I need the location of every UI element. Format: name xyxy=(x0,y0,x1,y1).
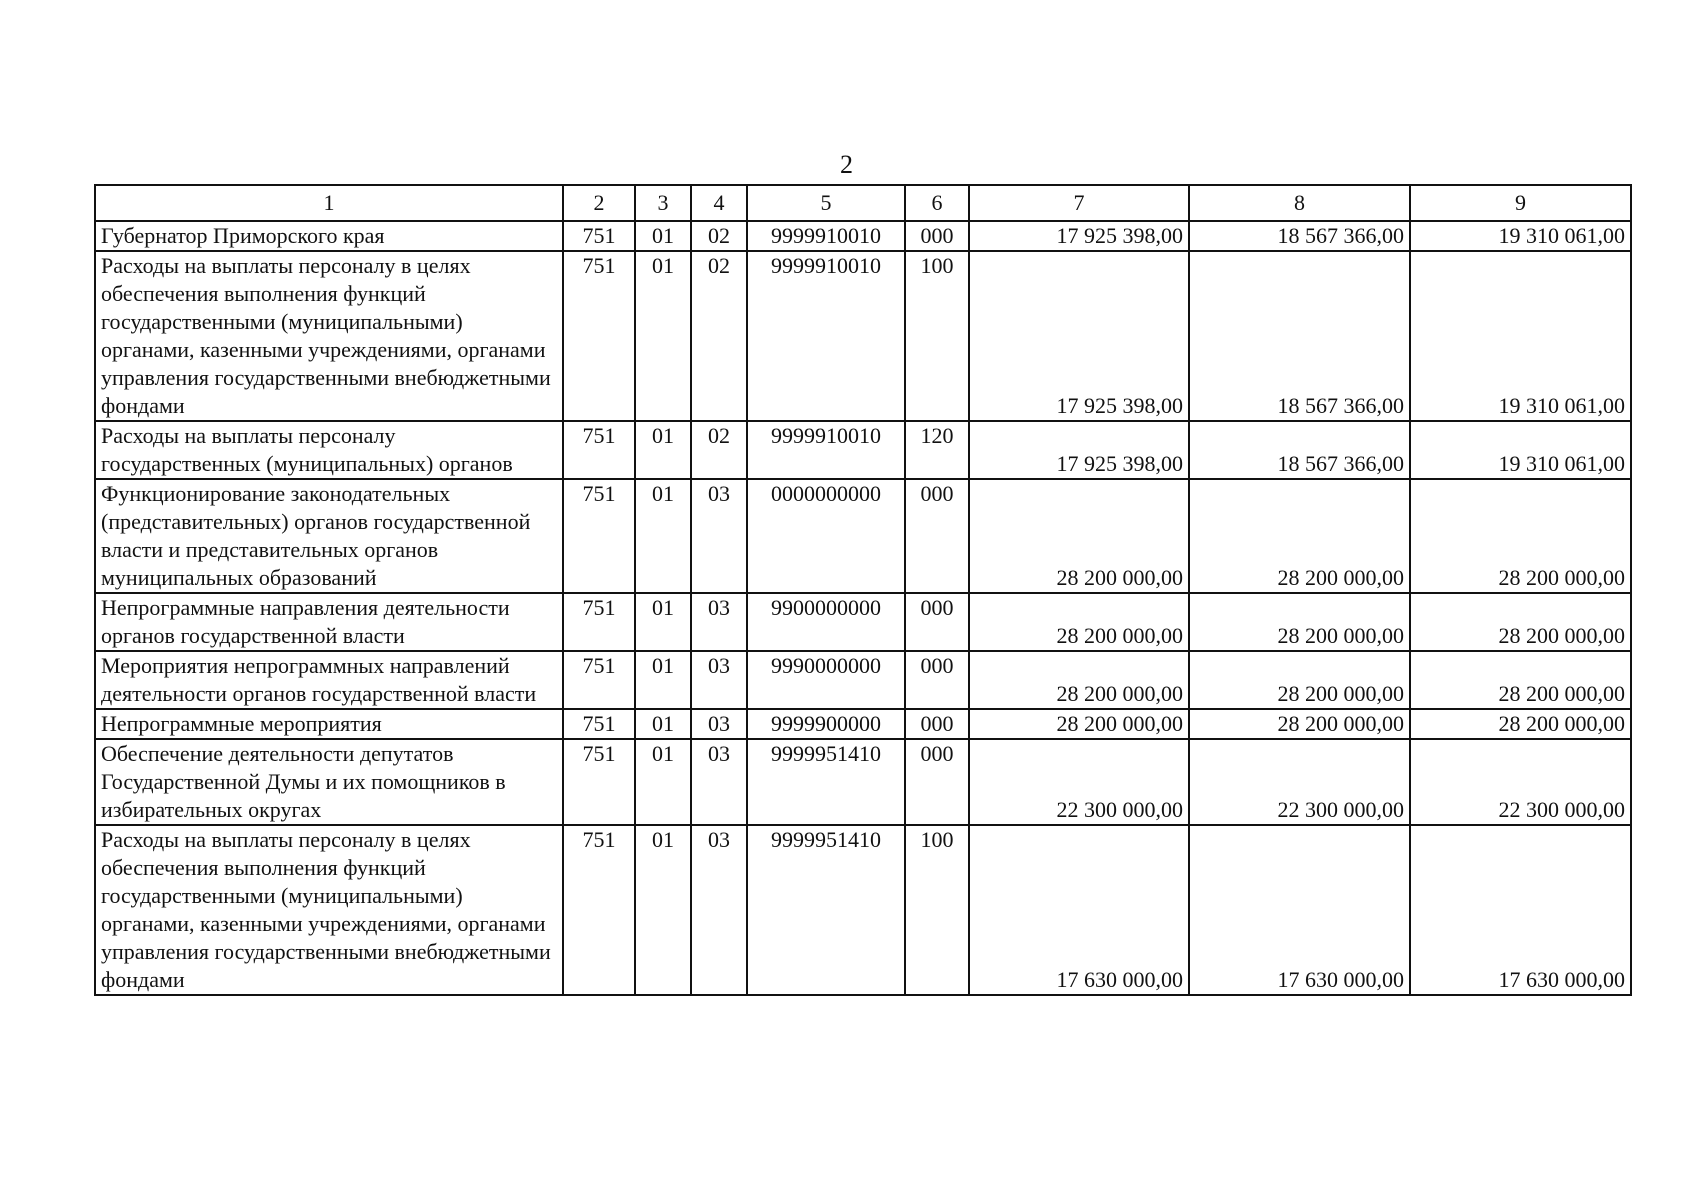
header-cell: 9 xyxy=(1410,185,1631,221)
code-section: 01 xyxy=(635,221,691,251)
amount-col8: 17 630 000,00 xyxy=(1189,825,1410,995)
code-subsection: 03 xyxy=(691,651,747,709)
code-expense-type: 000 xyxy=(905,479,969,593)
code-subsection: 02 xyxy=(691,251,747,421)
amount-col7: 28 200 000,00 xyxy=(969,479,1189,593)
code-expense-type: 000 xyxy=(905,221,969,251)
amount-col8: 18 567 366,00 xyxy=(1189,421,1410,479)
budget-table xyxy=(94,184,1632,996)
header-cell: 4 xyxy=(691,185,747,221)
code-ministry: 751 xyxy=(563,739,635,825)
row-name: Функционирование законодательных (представительных) органов государственной власти и представительных органов муниципальных образований xyxy=(95,479,563,593)
amount-col8: 28 200 000,00 xyxy=(1189,593,1410,651)
header-cell: 6 xyxy=(905,185,969,221)
code-target-article: 9999910010 xyxy=(747,421,905,479)
amount-col7: 17 925 398,00 xyxy=(969,421,1189,479)
amount-col9: 19 310 061,00 xyxy=(1410,421,1631,479)
header-cell: 8 xyxy=(1189,185,1410,221)
amount-col9: 28 200 000,00 xyxy=(1410,709,1631,739)
amount-col9: 28 200 000,00 xyxy=(1410,479,1631,593)
code-ministry: 751 xyxy=(563,251,635,421)
code-ministry: 751 xyxy=(563,825,635,995)
amount-col7: 28 200 000,00 xyxy=(969,651,1189,709)
table-row xyxy=(95,479,1631,593)
row-name: Непрограммные мероприятия xyxy=(95,709,563,739)
code-expense-type: 000 xyxy=(905,651,969,709)
amount-col9: 17 630 000,00 xyxy=(1410,825,1631,995)
amount-col9: 28 200 000,00 xyxy=(1410,593,1631,651)
code-section: 01 xyxy=(635,251,691,421)
table-row xyxy=(95,221,1631,251)
code-expense-type: 120 xyxy=(905,421,969,479)
amount-col8: 28 200 000,00 xyxy=(1189,479,1410,593)
amount-col7: 22 300 000,00 xyxy=(969,739,1189,825)
amount-col7: 17 925 398,00 xyxy=(969,251,1189,421)
code-ministry: 751 xyxy=(563,421,635,479)
row-name: Губернатор Приморского края xyxy=(95,221,563,251)
code-target-article: 9999910010 xyxy=(747,251,905,421)
code-subsection: 03 xyxy=(691,825,747,995)
code-section: 01 xyxy=(635,739,691,825)
code-target-article: 9990000000 xyxy=(747,651,905,709)
amount-col9: 19 310 061,00 xyxy=(1410,251,1631,421)
amount-col7: 17 925 398,00 xyxy=(969,221,1189,251)
amount-col8: 18 567 366,00 xyxy=(1189,251,1410,421)
code-section: 01 xyxy=(635,421,691,479)
code-ministry: 751 xyxy=(563,221,635,251)
code-ministry: 751 xyxy=(563,709,635,739)
row-name: Мероприятия непрограммных направлений деятельности органов государственной власти xyxy=(95,651,563,709)
amount-col7: 28 200 000,00 xyxy=(969,709,1189,739)
table-row xyxy=(95,709,1631,739)
header-cell: 7 xyxy=(969,185,1189,221)
code-target-article: 0000000000 xyxy=(747,479,905,593)
table-row xyxy=(95,825,1631,995)
row-name: Непрограммные направления деятельности органов государственной власти xyxy=(95,593,563,651)
code-target-article: 9999951410 xyxy=(747,739,905,825)
table-row xyxy=(95,593,1631,651)
row-name: Расходы на выплаты персоналу в целях обеспечения выполнения функций государственными (муниципальными) органами, казенными учреждениями, органами управления государственными внебюджетными фондами xyxy=(95,251,563,421)
code-subsection: 03 xyxy=(691,739,747,825)
row-name: Расходы на выплаты персоналу государственных (муниципальных) органов xyxy=(95,421,563,479)
amount-col8: 22 300 000,00 xyxy=(1189,739,1410,825)
code-section: 01 xyxy=(635,651,691,709)
code-ministry: 751 xyxy=(563,593,635,651)
amount-col8: 28 200 000,00 xyxy=(1189,709,1410,739)
code-subsection: 02 xyxy=(691,221,747,251)
code-section: 01 xyxy=(635,479,691,593)
amount-col7: 17 630 000,00 xyxy=(969,825,1189,995)
code-target-article: 9999951410 xyxy=(747,825,905,995)
code-subsection: 03 xyxy=(691,709,747,739)
amount-col9: 28 200 000,00 xyxy=(1410,651,1631,709)
code-section: 01 xyxy=(635,593,691,651)
header-row xyxy=(95,185,1631,221)
amount-col9: 19 310 061,00 xyxy=(1410,221,1631,251)
code-expense-type: 100 xyxy=(905,251,969,421)
row-name: Расходы на выплаты персоналу в целях обеспечения выполнения функций государственными (муниципальными) органами, казенными учреждениями, органами управления государственными внебюджетными фондами xyxy=(95,825,563,995)
code-subsection: 02 xyxy=(691,421,747,479)
header-cell: 3 xyxy=(635,185,691,221)
amount-col7: 28 200 000,00 xyxy=(969,593,1189,651)
header-cell: 5 xyxy=(747,185,905,221)
code-ministry: 751 xyxy=(563,651,635,709)
table-row xyxy=(95,739,1631,825)
code-target-article: 9999910010 xyxy=(747,221,905,251)
code-section: 01 xyxy=(635,709,691,739)
code-target-article: 9900000000 xyxy=(747,593,905,651)
amount-col8: 28 200 000,00 xyxy=(1189,651,1410,709)
table-row xyxy=(95,251,1631,421)
amount-col8: 18 567 366,00 xyxy=(1189,221,1410,251)
code-ministry: 751 xyxy=(563,479,635,593)
code-expense-type: 100 xyxy=(905,825,969,995)
code-expense-type: 000 xyxy=(905,739,969,825)
code-section: 01 xyxy=(635,825,691,995)
header-cell: 1 xyxy=(95,185,563,221)
row-name: Обеспечение деятельности депутатов Государственной Думы и их помощников в избирательных округах xyxy=(95,739,563,825)
code-target-article: 9999900000 xyxy=(747,709,905,739)
table-row xyxy=(95,651,1631,709)
code-expense-type: 000 xyxy=(905,593,969,651)
page-number: 2 xyxy=(840,150,853,179)
code-subsection: 03 xyxy=(691,479,747,593)
code-expense-type: 000 xyxy=(905,709,969,739)
header-cell: 2 xyxy=(563,185,635,221)
amount-col9: 22 300 000,00 xyxy=(1410,739,1631,825)
code-subsection: 03 xyxy=(691,593,747,651)
table-row xyxy=(95,421,1631,479)
